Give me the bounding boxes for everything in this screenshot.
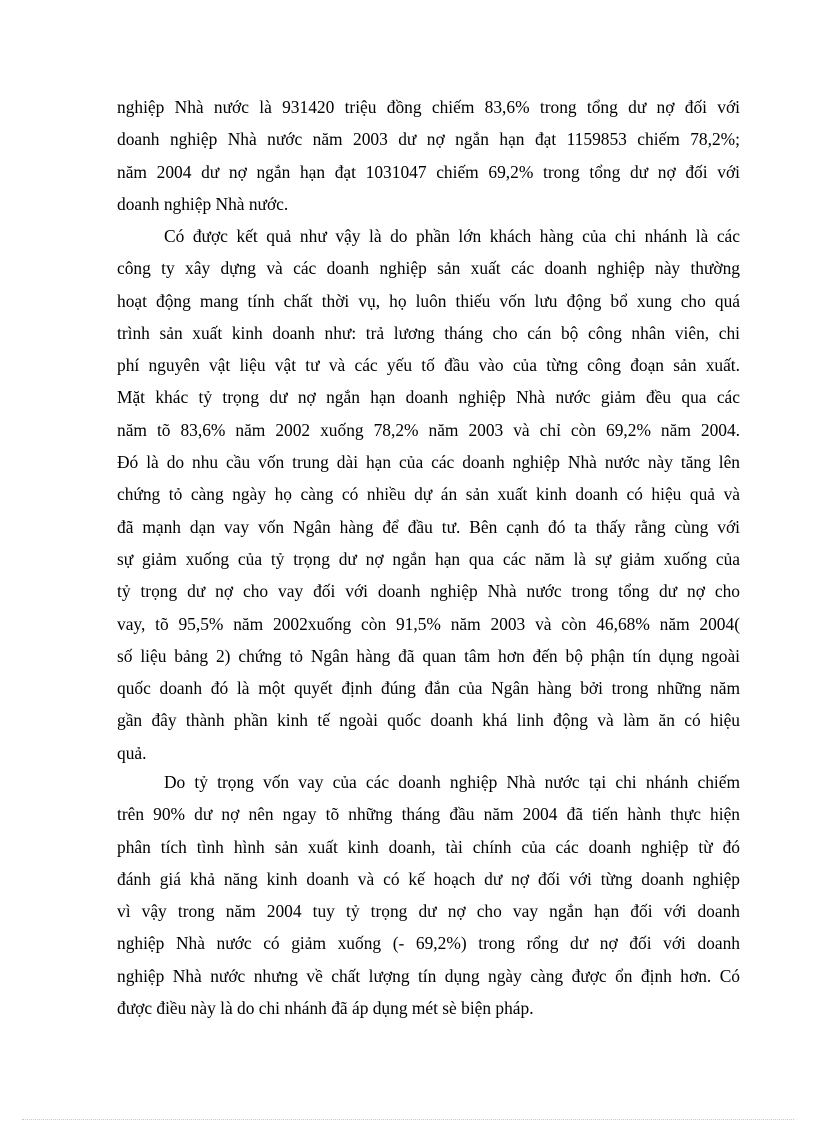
text-line: trình sản xuất kinh doanh như: trả lương tháng cho cán bộ công nhân viên, chi [117, 322, 740, 343]
text-line: gần đây thành phần kinh tế ngoài quốc doanh khá linh động và làm ăn có hiệu [117, 710, 740, 731]
text-line: Có được kết quả như vậy là do phần lớn khách hàng của chi nhánh là các [164, 226, 740, 246]
text-line: đã mạnh dạn vay vốn Ngân hàng để đầu tư. Bên cạnh đó ta thấy rằng cùng với [117, 516, 740, 537]
text-line: công ty xây dựng và các doanh nghiệp sản xuất các doanh nghiệp này thường [117, 258, 740, 279]
page-bottom-divider [22, 1119, 794, 1120]
paragraph-1 [117, 91, 740, 220]
text-line: Do tỷ trọng vốn vay của các doanh nghiệp Nhà nước tại chi nhánh chiếm [164, 772, 740, 792]
text-line: nghiệp Nhà nước có giảm xuống (- 69,2%) trong rổng dư nợ đối với doanh [117, 933, 740, 954]
text-line: vay, tõ 95,5% năm 2002xuống còn 91,5% năm 2003 và còn 46,68% năm 2004( [117, 613, 740, 634]
text-line: vì vậy trong năm 2004 tuy tỷ trọng dư nợ cho vay ngắn hạn đối với doanh [117, 901, 740, 922]
text-line: Đó là do nhu cầu vốn trung dài hạn của các doanh nghiệp Nhà nước này tăng lên [117, 452, 740, 473]
text-line: nghiệp Nhà nước nhưng về chất lượng tín dụng ngày càng được ổn định hơn. Có [117, 965, 740, 986]
text-line: tỷ trọng dư nợ cho vay đối với doanh nghiệp Nhà nước trong tổng dư nợ cho [117, 581, 740, 602]
paragraph-2 [117, 220, 740, 769]
text-line: quả. [117, 742, 147, 763]
text-line: chứng tỏ càng ngày họ càng có nhiều dự án sản xuất kinh doanh có hiệu quả và [117, 484, 740, 505]
text-line: đánh giá khả năng kinh doanh và có kế hoạch dư nợ đối với từng doanh nghiệp [117, 868, 740, 889]
text-line: năm tõ 83,6% năm 2002 xuống 78,2% năm 2003 và chỉ còn 69,2% năm 2004. [117, 419, 740, 440]
text-line: doanh nghiệp Nhà nước năm 2003 dư nợ ngắn hạn đạt 1159853 chiếm 78,2%; [117, 129, 740, 150]
text-line: trên 90% dư nợ nên ngay tõ những tháng đầu năm 2004 đã tiến hành thực hiện [117, 804, 740, 825]
text-line: phân tích tình hình sản xuất kinh doanh, tài chính của các doanh nghiệp từ đó [117, 836, 740, 857]
text-line: số liệu bảng 2) chứng tỏ Ngân hàng đã quan tâm hơn đến bộ phận tín dụng ngoài [117, 645, 740, 666]
text-line: Mặt khác tỷ trọng dư nợ ngắn hạn doanh nghiệp Nhà nước giảm đều qua các [117, 387, 740, 408]
text-line: được điều này là do chi nhánh đã áp dụng mét sè biện pháp. [117, 998, 534, 1019]
text-line: nghiệp Nhà nước là 931420 triệu đồng chiếm 83,6% trong tổng dư nợ đối với [117, 97, 740, 117]
text-line: sự giảm xuống của tỷ trọng dư nợ ngắn hạn qua các năm là sự giảm xuống của [117, 548, 740, 569]
paragraph-3 [117, 766, 740, 1024]
text-line: quốc doanh đó là một quyết định đúng đắn của Ngân hàng bởi trong những năm [117, 678, 740, 699]
text-line: doanh nghiệp Nhà nước. [117, 193, 289, 214]
text-line: phí nguyên vật liệu vật tư và các yếu tố đầu vào của từng công đoạn sản xuất. [117, 355, 740, 376]
text-line: năm 2004 dư nợ ngắn hạn đạt 1031047 chiếm 69,2% trong tổng dư nợ đối với [117, 161, 740, 182]
text-line: hoạt động mang tính chất thời vụ, họ luôn thiếu vốn lưu động bổ xung cho quá [117, 290, 740, 311]
